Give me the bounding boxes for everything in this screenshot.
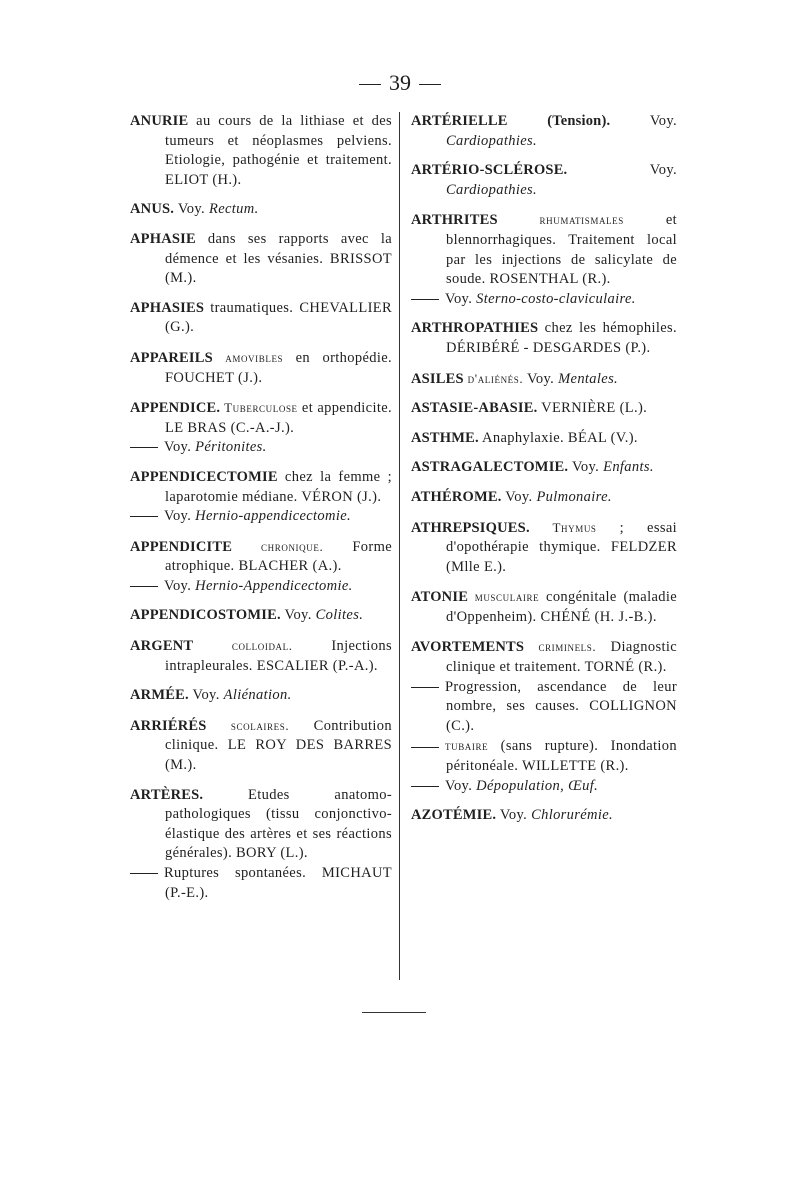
entry-text: Voy. (523, 370, 559, 387)
entry-qualifier: criminels. (524, 639, 597, 655)
entry-keyword: APPENDICECTOMIE (130, 468, 278, 485)
entry-text: Voy. (567, 162, 677, 179)
entry-text: congénitale (maladie d'Oppenheim). CHÉNÉ (H. J.-B.). (446, 589, 678, 625)
entry-text: Progression, ascendance de leur nombre, ses causes. COLLIGNON (C.). (445, 678, 677, 734)
entry-qualifier: d'aliénés. (463, 370, 524, 386)
entry-keyword: ARTHRITES (411, 212, 498, 229)
entry-text: Voy. (568, 459, 604, 476)
index-entry (411, 399, 677, 419)
entry-keyword: ARTÉRIO-SCLÉROSE. (411, 162, 568, 179)
continuation-dash (411, 747, 439, 748)
entry-text: Voy. (445, 290, 477, 307)
index-entry (411, 458, 677, 478)
page-header (0, 70, 800, 96)
entry-keyword: ASTASIE-ABASIE. (411, 400, 538, 417)
entry-text: Forme atrophique. BLACHER (A.). (165, 538, 392, 575)
entry-qualifier: chronique. (232, 538, 324, 554)
index-entry (411, 161, 677, 200)
entry-crossref: Péritonites. (195, 439, 267, 456)
index-entry (411, 488, 677, 508)
entry-keyword: ATONIE (411, 589, 469, 606)
entry-keyword: AZOTÉMIE. (411, 807, 497, 824)
footer-rule (362, 1012, 426, 1013)
continuation-dash (130, 447, 158, 448)
entry-crossref: Aliénation. (223, 687, 292, 704)
entry-text: traumatiques. CHEVALLIER (G.). (165, 299, 392, 336)
entry-keyword: APPAREILS (130, 349, 213, 366)
entry-keyword: ASTHME. (411, 429, 479, 446)
index-entry (130, 786, 392, 864)
entry-text: Voy. (445, 777, 477, 794)
index-entry (130, 716, 392, 776)
entry-qualifier: amovibles (212, 349, 284, 365)
continuation-dash (411, 687, 439, 688)
entry-text: et appendicite. LE BRAS (C.-A.-J.). (165, 400, 392, 436)
entry-text: Ruptures spontanées. MICHAUT (P.-E.). (164, 865, 392, 901)
entry-text: chez les hémophiles. DÉRIBÉRÉ - DESGARDES (P.). (446, 320, 677, 356)
index-entry (411, 806, 677, 826)
entry-text: au cours de la lithiase et des tumeurs et néoplasmes pelviens. Etiologie, pathogénie et traitement. ELIOT (H.). (165, 113, 392, 188)
entry-keyword: AVORTEMENTS (411, 639, 525, 656)
entry-keyword: ARRIÉRÉS (130, 717, 207, 734)
entry-text: Voy. (188, 687, 224, 704)
index-entry (411, 429, 677, 449)
entry-keyword: ARTÈRES. (130, 786, 204, 803)
continuation-dash (130, 873, 158, 874)
index-entry (411, 777, 677, 797)
entry-keyword: ARTÉRIELLE (Tension). (411, 113, 611, 129)
entry-text: Etudes anatomo-pathologiques (tissu conjonctivo-élastique des artères et ses réactions générales). BORY (L.). (165, 786, 392, 862)
index-entry (130, 299, 392, 338)
entry-text: en orthopédie. FOUCHET (J.). (165, 349, 392, 386)
entry-text: Voy. (610, 113, 678, 129)
right-column (411, 112, 677, 826)
entry-text: Voy. (174, 201, 209, 218)
entry-keyword: ARTHROPATHIES (411, 320, 539, 337)
entry-qualifier: musculaire (468, 589, 540, 605)
index-entry (130, 112, 392, 190)
index-entry (130, 537, 392, 577)
index-entry (130, 577, 392, 597)
entry-text: VERNIÈRE (L.). (537, 400, 648, 417)
entry-keyword: APPENDICOSTOMIE. (130, 607, 281, 624)
index-entry (130, 200, 392, 220)
index-entry (130, 686, 392, 706)
entry-keyword: ASILES (411, 370, 464, 387)
column-divider (399, 112, 400, 980)
entry-crossref: Mentales. (558, 370, 619, 387)
entry-keyword: ASTRAGALECTOMIE. (411, 459, 569, 476)
entry-keyword: APPENDICITE (130, 538, 233, 555)
continuation-dash (411, 786, 439, 787)
index-entry (130, 468, 392, 507)
entry-crossref: Chlorurémie. (531, 807, 614, 824)
entry-crossref: Cardiopathies. (446, 181, 537, 198)
entry-text: Voy. (501, 488, 537, 505)
entry-text: chez la femme ; laparotomie médiane. VÉRON (J.). (165, 468, 392, 505)
entry-qualifier: rhumatismales (497, 212, 624, 228)
continuation-dash (411, 299, 439, 300)
entry-text: Contribution clinique. LE ROY DES BARRES (M.). (165, 717, 393, 774)
entry-crossref: Colites. (315, 607, 364, 624)
index-entry (411, 518, 677, 578)
entry-crossref: Dépopulation, Œuf. (476, 777, 599, 794)
entry-text: Voy. (164, 577, 196, 594)
index-entry (130, 636, 392, 676)
entry-qualifier: tubaire (445, 738, 489, 754)
entry-keyword: ANUS. (130, 201, 175, 218)
entry-text: Diagnostic clinique et traitement. TORNÉ (R.). (446, 639, 678, 676)
entry-text: Voy. (164, 439, 196, 456)
entry-text: Voy. (496, 807, 532, 824)
index-entry (411, 736, 677, 776)
entry-text: dans ses rapports avec la démence et les vésanies. BRISSOT (M.). (165, 230, 392, 287)
entry-crossref: Rectum. (208, 201, 259, 218)
entry-text: ; essai d'opothérapie thymique. FELDZER (Mlle E.). (446, 519, 677, 575)
index-entry (130, 606, 392, 626)
continuation-dash (130, 586, 158, 587)
entry-text: Injections intrapleurales. ESCALIER (P.-A.). (165, 638, 392, 674)
entry-keyword: APHASIE (130, 230, 196, 247)
entry-crossref: Cardiopathies. (446, 132, 537, 149)
index-entry (411, 319, 677, 358)
index-entry (411, 290, 677, 310)
index-entry (411, 587, 677, 627)
entry-qualifier: Thymus (529, 519, 597, 535)
entry-qualifier: scolaires. (206, 717, 290, 733)
index-entry (411, 678, 677, 737)
index-entry (130, 230, 392, 289)
entry-text: et blennorrhagiques. Traitement local par les injections de salicylate de soude. ROSENTHAL (R.). (446, 212, 677, 288)
entry-qualifier: colloidal. (193, 638, 293, 654)
entry-crossref: Hernio-appendicectomie. (195, 508, 351, 525)
index-entry (130, 438, 392, 458)
entry-text: Anaphylaxie. BÉAL (V.). (478, 429, 638, 446)
index-entry (411, 637, 677, 677)
left-column (130, 112, 392, 903)
continuation-dash (130, 516, 158, 517)
entry-keyword: ATHÉROME. (411, 488, 502, 505)
header-dash-left (359, 84, 381, 85)
entry-keyword: ANURIE (130, 113, 189, 129)
entry-text: Voy. (280, 607, 316, 624)
entry-keyword: ARGENT (130, 638, 194, 655)
entry-keyword: APPENDICE. (130, 400, 221, 417)
entry-qualifier: Tuberculose (220, 400, 298, 416)
header-dash-right (419, 84, 441, 85)
page-number: 39 (389, 70, 411, 95)
entry-crossref: Hernio-Appendicectomie. (195, 577, 353, 594)
index-entry (411, 112, 677, 151)
entry-crossref: Sterno-costo-claviculaire. (476, 290, 636, 307)
entry-text: Voy. (164, 508, 196, 525)
index-entry (130, 864, 392, 903)
index-entry (411, 369, 677, 390)
entry-keyword: ARMÉE. (130, 687, 189, 704)
entry-crossref: Pulmonaire. (536, 488, 612, 505)
entry-keyword: ATHREPSIQUES. (411, 519, 530, 536)
index-entry (411, 210, 677, 289)
index-entry (130, 348, 392, 388)
entry-keyword: APHASIES (130, 299, 205, 316)
index-entry (130, 398, 392, 438)
entry-crossref: Enfants. (603, 459, 654, 476)
index-columns (0, 112, 800, 992)
index-entry (130, 507, 392, 527)
entry-text: (sans rupture). Inondation péritonéale. WILLETTE (R.). (446, 738, 677, 775)
